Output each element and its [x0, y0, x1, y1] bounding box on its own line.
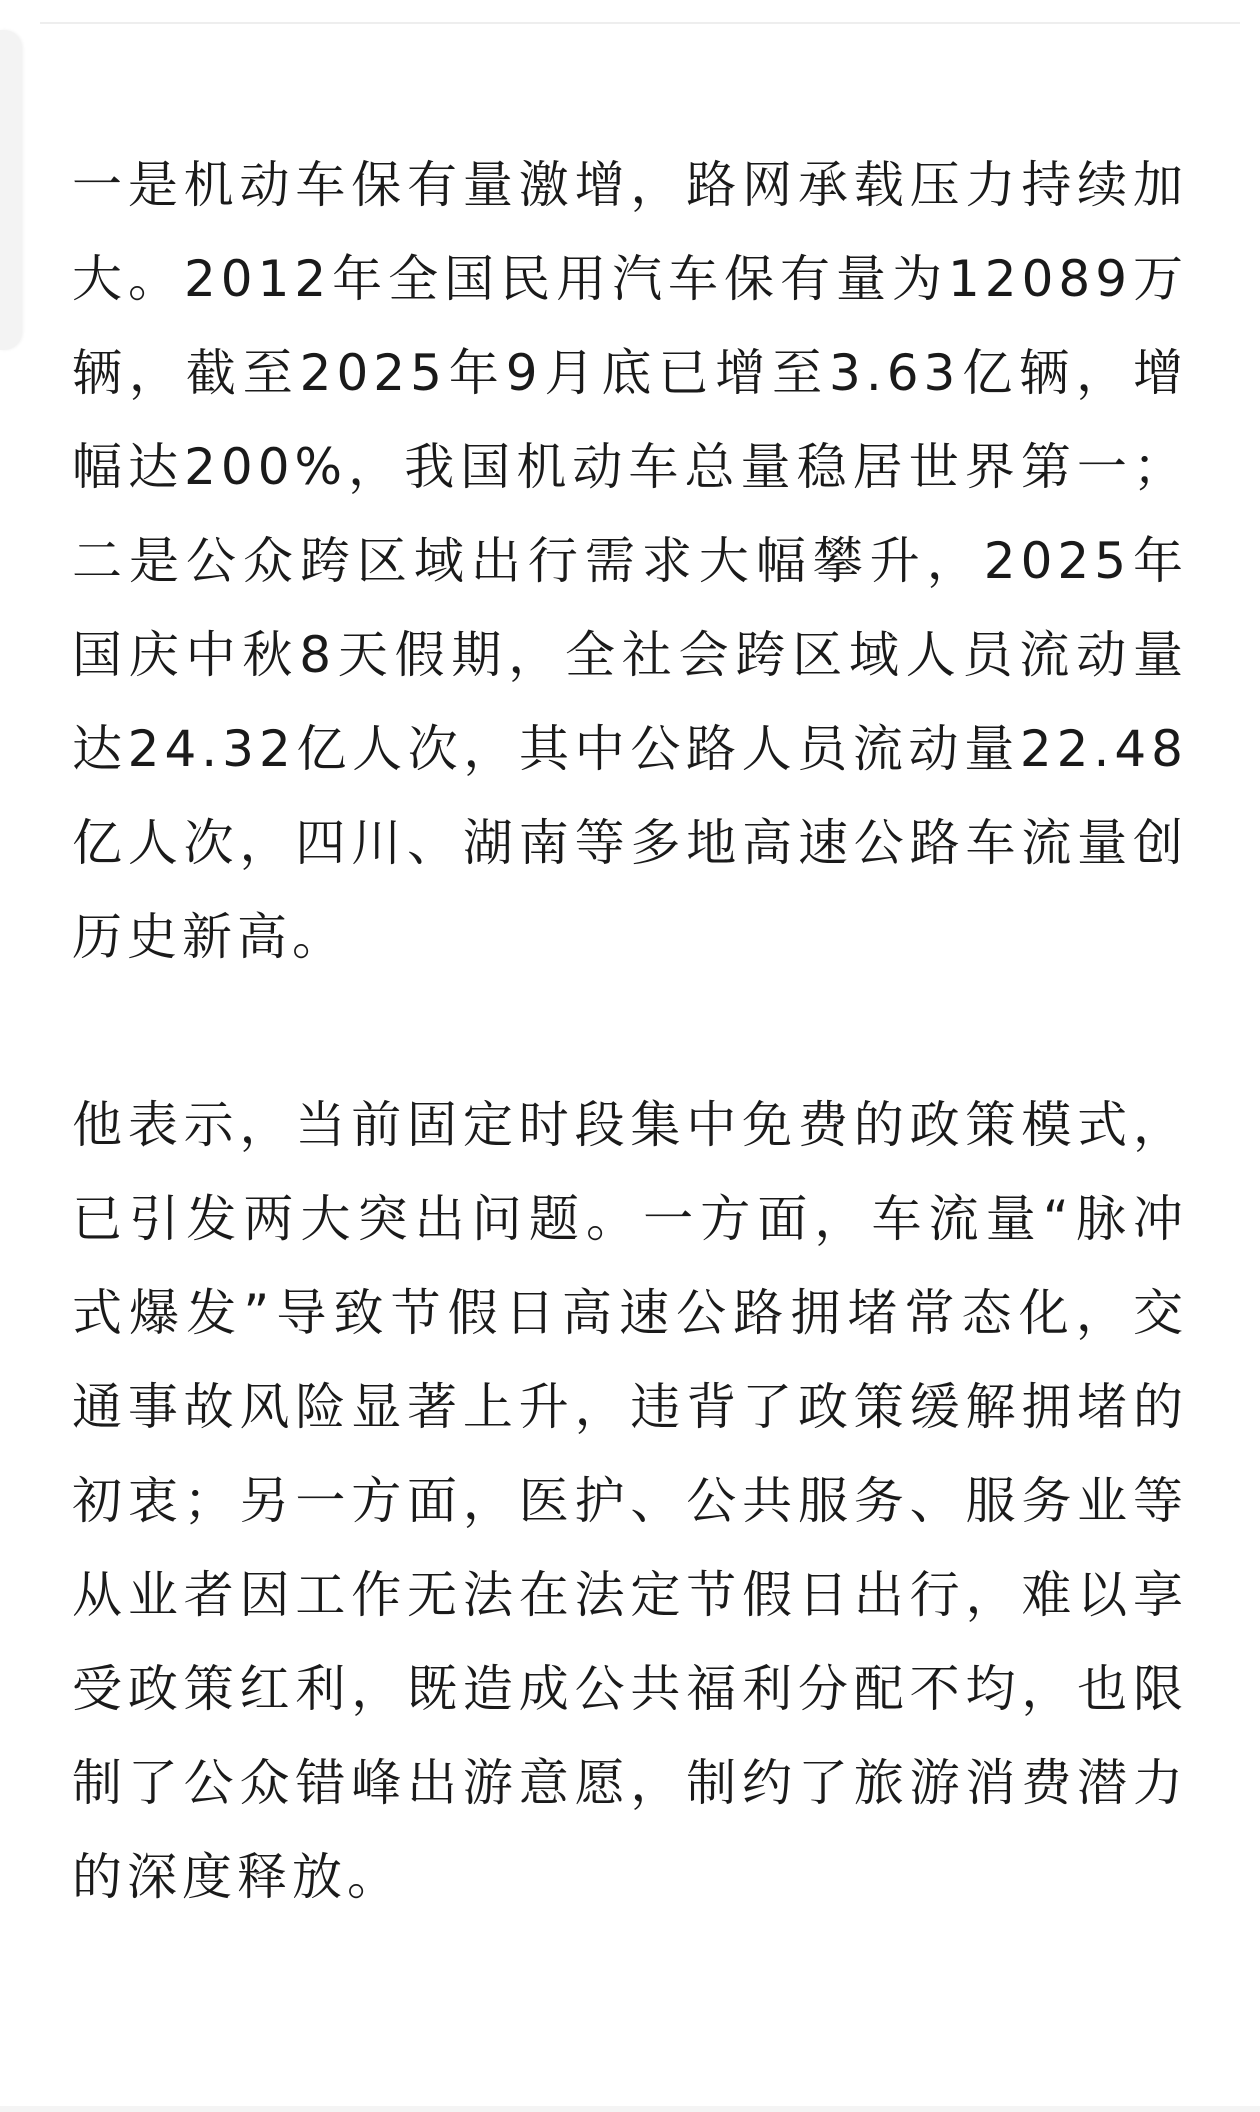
paragraph-2: 他表示，当前固定时段集中免费的政策模式，已引发两大突出问题。一方面，车流量“脉冲式爆发”导致节假日高速公路拥堵常态化，交通事故风险显著上升，违背了政策缓解拥堵的初衷；另一方面，医护、公共服务、服务业等从业者因工作无法在法定节假日出行，难以享受政策红利，既造成公共福利分配不均，也限制了公众错峰出游意愿，制约了旅游消费潜力的深度释放。: [72, 1096, 1188, 1906]
side-drawer-handle[interactable]: [0, 30, 22, 350]
paragraph-1: 一是机动车保有量激增，路网承载压力持续加大。2012年全国民用汽车保有量为12089万辆，截至2025年9月底已增至3.63亿辆，增幅达200%，我国机动车总量稳居世界第一；二是公众跨区域出行需求大幅攀升，2025年国庆中秋8天假期，全社会跨区域人员流动量达24.32亿人次，其中公路人员流动量22.48亿人次，四川、湖南等多地高速公路车流量创历史新高。: [72, 156, 1188, 966]
bottom-divider: [0, 2106, 1260, 2112]
top-divider: [40, 22, 1240, 24]
article-body: [72, 138, 1188, 1924]
